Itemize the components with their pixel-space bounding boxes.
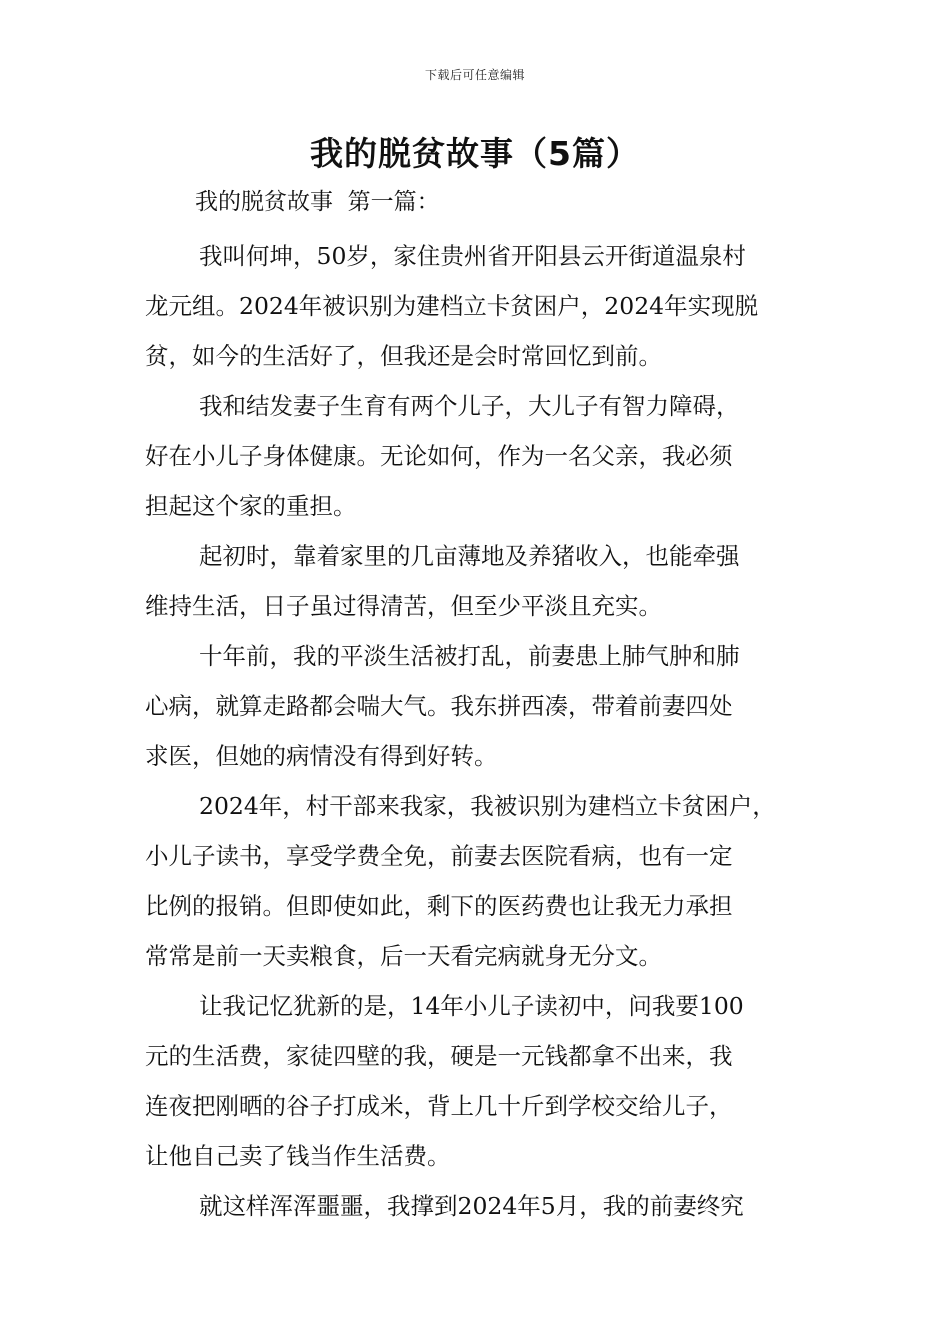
body-text bbox=[145, 231, 807, 1231]
paragraph-line: 就这样浑浑噩噩，我撑到2024年5月，我的前妻终究 bbox=[199, 1192, 744, 1220]
paragraph-line: 好在小儿子身体健康。无论如何，作为一名父亲，我必须 bbox=[145, 442, 733, 470]
paragraph-line: 担起这个家的重担。 bbox=[145, 492, 357, 520]
header-note: 下载后可任意编辑 bbox=[424, 68, 525, 82]
paragraph-line: 我叫何坤，50岁，家住贵州省开阳县云开街道温泉村 bbox=[199, 242, 746, 270]
paragraph-3 bbox=[145, 531, 807, 631]
paragraph-line: 连夜把刚晒的谷子打成米，背上几十斤到学校交给儿子， bbox=[145, 1092, 733, 1120]
paragraph-1 bbox=[145, 231, 807, 381]
paragraph-line: 求医，但她的病情没有得到好转。 bbox=[145, 742, 498, 770]
paragraph-line: 十年前，我的平淡生活被打乱，前妻患上肺气肿和肺 bbox=[199, 642, 740, 670]
paragraph-4 bbox=[145, 631, 807, 781]
paragraph-line: 元的生活费，家徒四壁的我，硬是一元钱都拿不出来，我 bbox=[145, 1042, 733, 1070]
document-title: 我的脱贫故事（5篇） bbox=[310, 134, 640, 173]
paragraph-7 bbox=[145, 1181, 807, 1231]
paragraph-line: 心病，就算走路都会喘大气。我东拼西凑，带着前妻四处 bbox=[145, 692, 733, 720]
section-subtitle: 我的脱贫故事 第一篇： bbox=[195, 189, 440, 215]
paragraph-line: 比例的报销。但即使如此，剩下的医药费也让我无力承担 bbox=[145, 892, 733, 920]
paragraph-line: 维持生活，日子虽过得清苦，但至少平淡且充实。 bbox=[145, 592, 662, 620]
paragraph-line: 我和结发妻子生育有两个儿子，大儿子有智力障碍， bbox=[199, 392, 740, 420]
paragraph-line: 常常是前一天卖粮食，后一天看完病就身无分文。 bbox=[145, 942, 662, 970]
paragraph-line: 龙元组。2024年被识别为建档立卡贫困户，2024年实现脱 bbox=[145, 292, 759, 320]
paragraph-line: 2024年，村干部来我家，我被识别为建档立卡贫困户， bbox=[199, 792, 776, 820]
paragraph-line: 让他自己卖了钱当作生活费。 bbox=[145, 1142, 451, 1170]
paragraph-5 bbox=[145, 781, 807, 981]
paragraph-line: 让我记忆犹新的是，14年小儿子读初中，问我要100 bbox=[199, 992, 744, 1020]
paragraph-6 bbox=[145, 981, 807, 1181]
paragraph-line: 小儿子读书，享受学费全免，前妻去医院看病，也有一定 bbox=[145, 842, 733, 870]
paragraph-line: 起初时，靠着家里的几亩薄地及养猪收入，也能牵强 bbox=[199, 542, 740, 570]
paragraph-line: 贫，如今的生活好了，但我还是会时常回忆到前。 bbox=[145, 342, 662, 370]
paragraph-2 bbox=[145, 381, 807, 531]
